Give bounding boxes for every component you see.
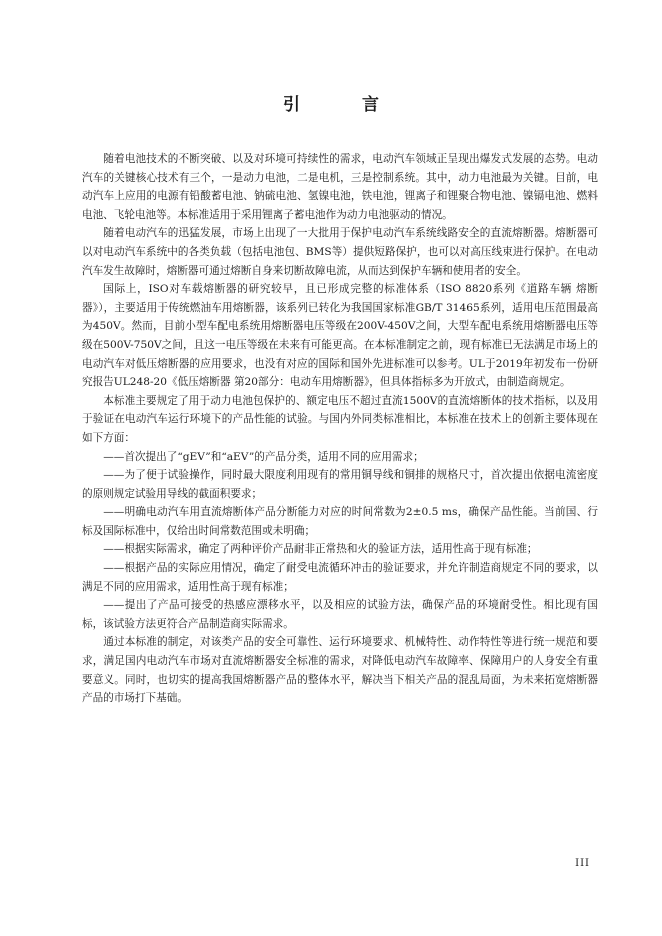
innovation-item: ——根据产品的实际应用情况，确定了耐受电流循环冲击的验证要求，并允许制造商规定不同的要求，以满足不同的应用需求，适用性高于现有标准； — [82, 562, 598, 593]
paragraph-international: 国际上，ISO对车载熔断器的研究较早，且已形成完整的标准体系（ISO 8820系列《道路车辆 熔断器》），主要适用于传统燃油车用熔断器，该系列已转化为我国国家标准GB/T 31465系列，适用电压范围最高为450V。然而，目前小型车配电系统用熔断器电压等级在200V-450V之间，大型车配电系统用熔断器电压等级在500V-750V之间，且这一电压等级在未来有可能更高。在本标准制定之前，现有标准已无法满足市场上的电动汽车对低压熔断器的应用要求，也没有对应的国际和国外先进标准可以参考。UL于2019年初发布一份研究报告UL248-20《低压熔断器 第20部分：电动车用熔断器》，但具体指标多为开放式，由制造商规定。 — [82, 283, 598, 389]
page-number: III — [575, 858, 590, 869]
innovation-item: ——提出了产品可接受的热感应漂移水平，以及相应的试验方法，确保产品的环境耐受性。相比现有国标，该试验方法更符合产品制造商实际需求。 — [82, 599, 598, 630]
paragraph-scope: 本标准主要规定了用于动力电池包保护的、额定电压不超过直流1500V的直流熔断体的技术指标，以及用于验证在电动汽车运行环境下的产品性能的试验。与国内外同类标准相比，本标准在技术上的创新主要体现在如下方面： — [82, 394, 598, 444]
innovation-item: ——根据实际需求，确定了两种评价产品耐非正常热和火的验证方法，适用性高于现有标准； — [103, 543, 538, 556]
innovation-item: ——为了便于试验操作，同时最大限度利用现有的常用铜导线和铜排的规格尺寸，首次提出依据电流密度的原则规定试验用导线的截面积要求； — [82, 469, 598, 500]
document-body — [82, 150, 598, 708]
paragraph-background: 随着电池技术的不断突破、以及对环境可持续性的需求，电动汽车领域正呈现出爆发式发展的态势。电动汽车的关键核心技术有三个，一是动力电池，二是电机，三是控制系统。其中，动力电池最为关键。目前，电动汽车上应用的电源有铅酸蓄电池、钠硫电池、氢镍电池，铁电池，锂离子和锂聚合物电池、镍镉电池、燃料电池、飞轮电池等。本标准适用于采用锂离子蓄电池作为动力电池驱动的情况。 — [82, 153, 598, 221]
paragraph-market: 随着电动汽车的迅猛发展，市场上出现了一大批用于保护电动汽车系统线路安全的直流熔断器。熔断器可以对电动汽车系统中的各类负载（包括电池包、BMS等）提供短路保护，也可以对高压线束进行保护。在电动汽车发生故障时，熔断器可通过熔断自身来切断故障电流，从而达到保护车辆和使用者的安全。 — [82, 227, 598, 277]
innovation-item: ——明确电动汽车用直流熔断体产品分断能力对应的时间常数为2±0.5 ms，确保产品性能。当前国、行标及国际标准中，仅给出时间常数范围或未明确； — [82, 506, 598, 537]
paragraph-closing: 通过本标准的制定，对该类产品的安全可靠性、运行环境要求、机械特性、动作特性等进行统一规范和要求，满足国内电动汽车市场对直流熔断器安全标准的需求，对降低电动汽车故障率、保障用户的人身安全有重要意义。同时，也切实的提高我国熔断器产品的整体水平，解决当下相关产品的混乱局面，为未来拓宽熔断器产品的市场打下基础。 — [82, 636, 598, 705]
innovation-item: ——首次提出了“gEV”和“aEV”的产品分类，适用不同的应用需求； — [103, 450, 424, 463]
page-title: 引 言 — [283, 95, 407, 115]
